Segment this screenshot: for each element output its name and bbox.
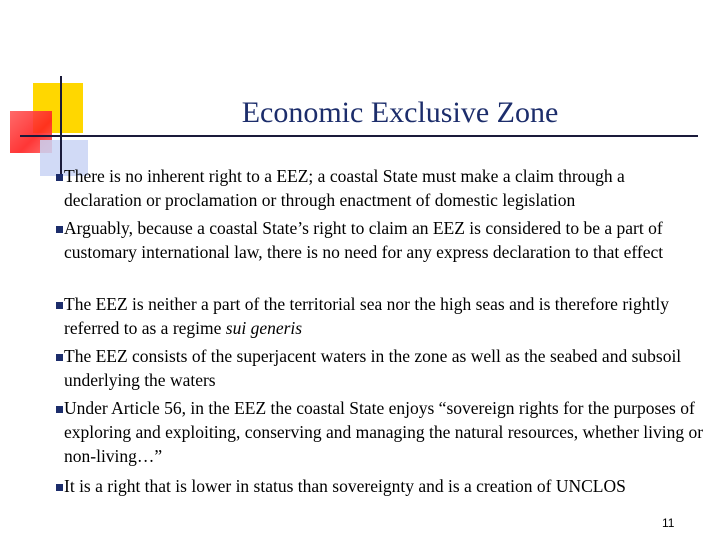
slide-title: Economic Exclusive Zone — [241, 96, 559, 129]
bullet-item-2: Arguably, because a coastal State’s right to claim an EEZ is considered to be a part of customary international law, there is no need for any express declaration to that effect — [64, 218, 664, 262]
bullet-square-icon — [56, 226, 63, 233]
bullet-square-icon — [56, 484, 63, 491]
bullet-item-3-text: The EEZ is neither a part of the territorial sea nor the high seas and is therefore rightly referred to as a regime — [64, 294, 669, 338]
bullet-item-5: Under Article 56, in the EEZ the coastal State enjoys “sovereign rights for the purposes of exploring and exploiting, conserving and managing the natural resources, whether living or non-living…” — [64, 398, 704, 466]
decor-vertical-line — [60, 76, 62, 180]
bullet-item-6: It is a right that is lower in status than sovereignty and is a creation of UNCLOS — [64, 476, 626, 496]
title-underline — [20, 135, 698, 137]
bullet-item-3 — [64, 292, 704, 340]
page-number: 11 — [662, 516, 675, 530]
bullet-square-icon — [56, 174, 63, 181]
bullet-square-icon — [56, 302, 63, 309]
bullet-item-1: There is no inherent right to a EEZ; a coastal State must make a claim through a declaration or proclamation or through enactment of domestic legislation — [64, 166, 625, 210]
bullet-square-icon — [56, 406, 63, 413]
sui-generis-italic: sui generis — [225, 318, 303, 338]
bullet-item-4: The EEZ consists of the superjacent waters in the zone as well as the seabed and subsoil underlying the waters — [64, 346, 682, 390]
bullet-square-icon — [56, 354, 63, 361]
